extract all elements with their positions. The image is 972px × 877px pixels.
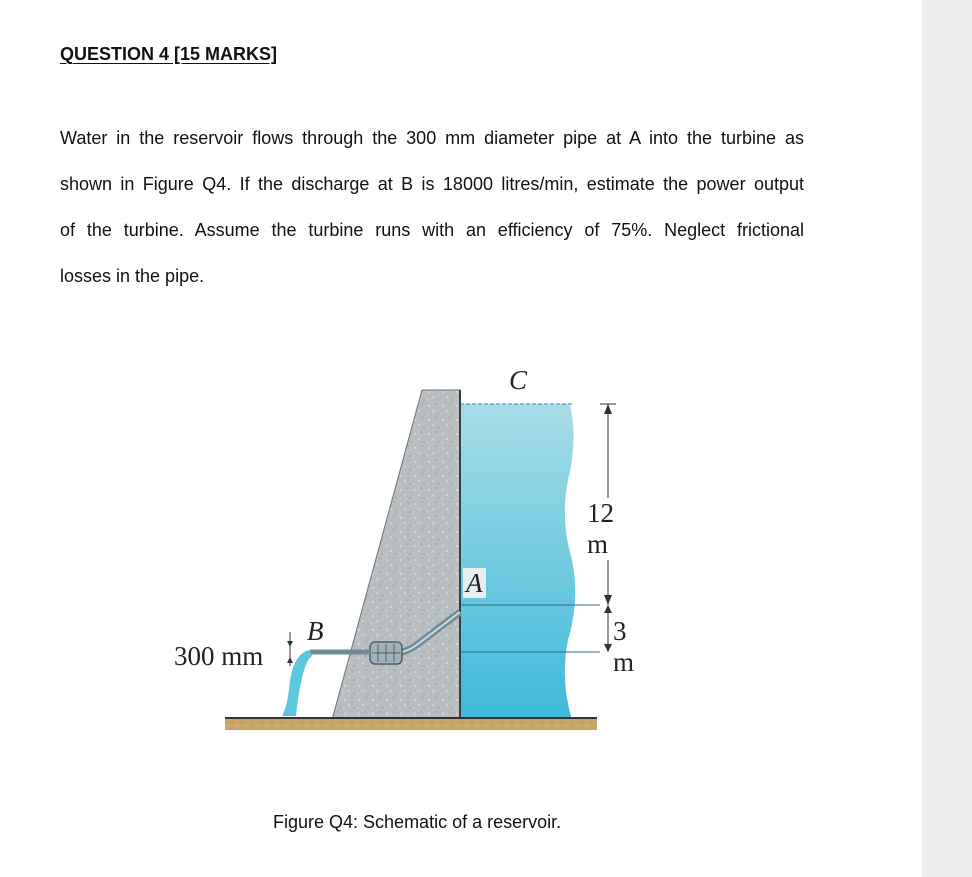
label-a: A (463, 568, 486, 598)
reservoir-figure (160, 360, 640, 750)
dam-body (332, 390, 460, 720)
question-text-line-4: losses in the pipe. (60, 266, 205, 286)
label-pipe-diameter: 300 mm (174, 641, 264, 671)
question-text-line-3: of the turbine. Assume the turbine runs with an efficiency of 75%. Neglect frictional (60, 220, 804, 240)
question-heading: QUESTION 4 [15 MARKS] (60, 44, 278, 64)
label-c: C (509, 365, 528, 395)
label-b: B (307, 616, 324, 646)
reservoir-water (460, 404, 575, 720)
question-text-line-1: Water in the reservoir flows through the 300 mm diameter pipe at A into the turbine as (60, 128, 804, 148)
label-height-upper: 12 m (585, 498, 640, 560)
reservoir-diagram (160, 360, 640, 750)
label-height-lower: 3 m (613, 616, 635, 677)
figure-caption: Figure Q4: Schematic of a reservoir. (273, 812, 562, 832)
outflow-jet (282, 650, 312, 716)
ground (225, 718, 597, 730)
question-text-line-2: shown in Figure Q4. If the discharge at B is 18000 litres/min, estimate the power output (60, 174, 804, 194)
right-margin-panel (922, 0, 972, 877)
